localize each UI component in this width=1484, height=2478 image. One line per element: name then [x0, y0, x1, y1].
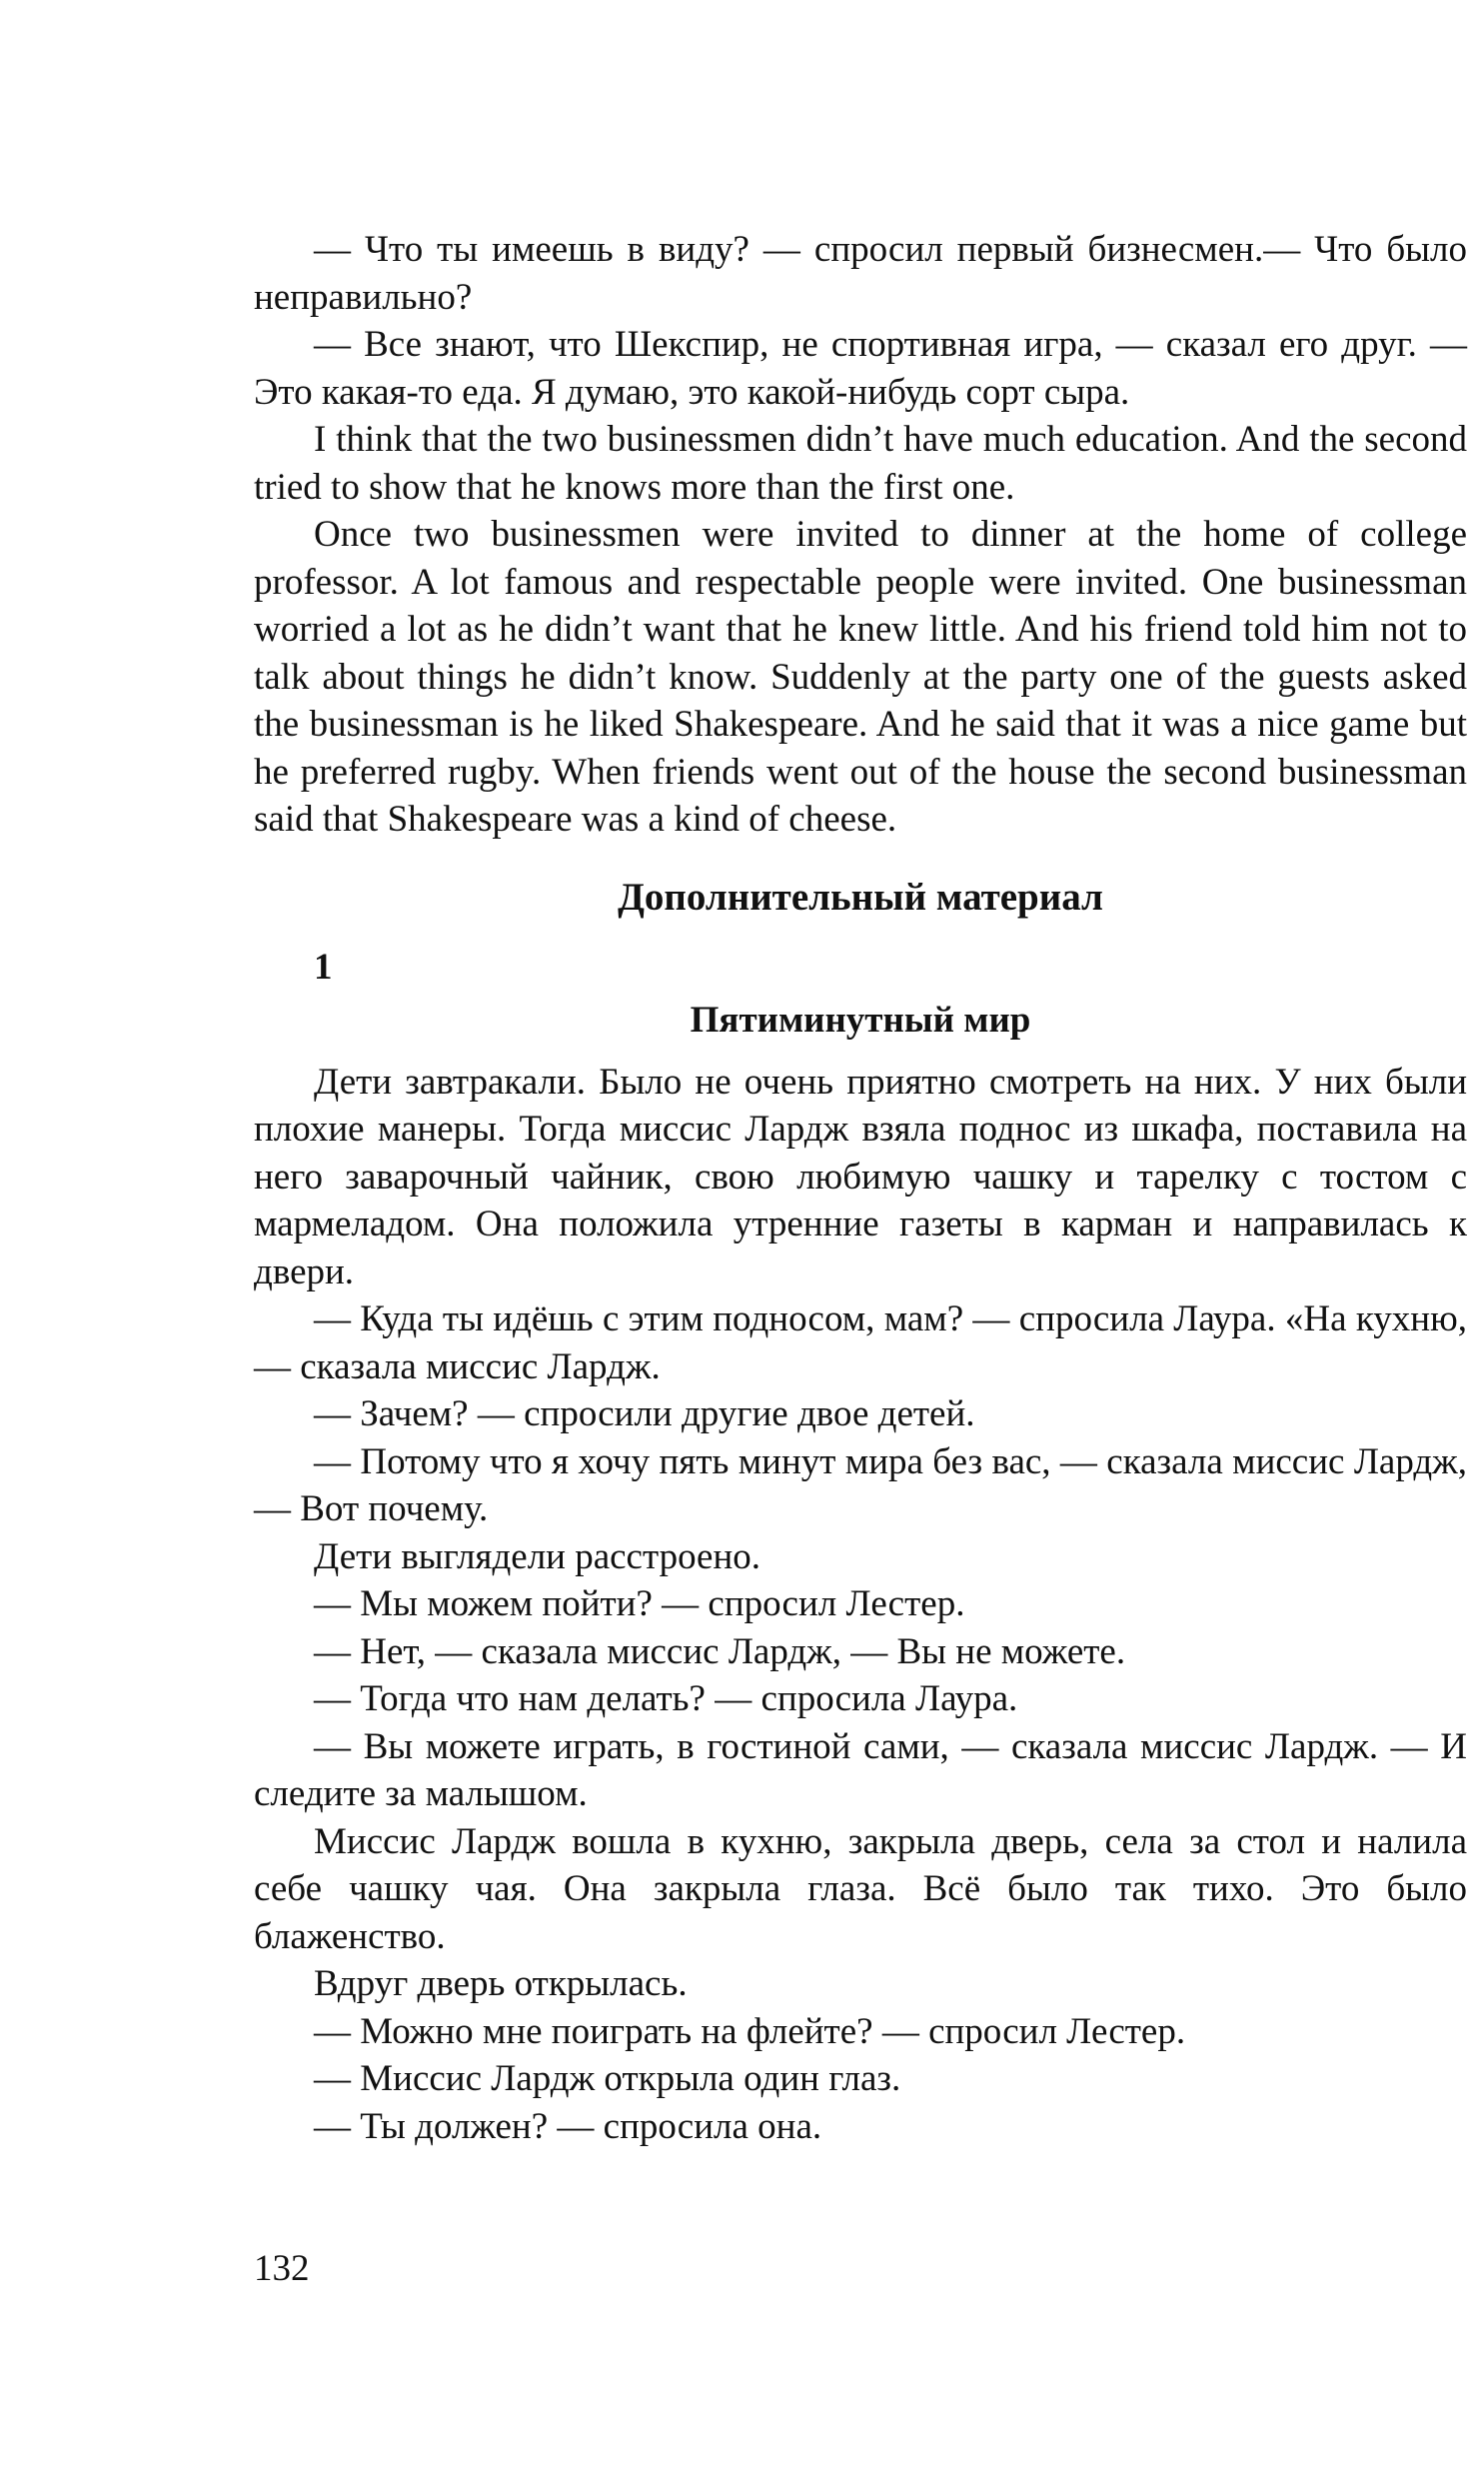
paragraph: — Миссис Лардж открыла один глаз.	[314, 2058, 901, 2099]
paragraph: — Зачем? — спросили другие двое детей.	[314, 1393, 975, 1434]
item-number: 1	[314, 946, 333, 988]
paragraph: — Ты должен? — спросила она.	[314, 2105, 822, 2147]
paragraph: I think that the two businessmen didn’t have much education. And the second tried to show that he knows more than the first one.	[254, 419, 1467, 508]
paragraph: Once two businessmen were invited to dinner at the home of college professor. A lot famous and respectable people were invited. One businessman worried a lot as he didn’t want that he knew little. And his friend told him not to talk about things he didn’t know. Suddenly at the party one of the guests asked the businessman is he liked Shakespeare. And he said that it was a nice game but he preferred rugby. When friends went out of the house the second businessman said that Shakespeare was a kind of cheese.	[254, 514, 1467, 840]
paragraph: — Вы можете играть, в гостиной сами, — сказала миссис Лардж. — И следите за малышом.	[254, 1725, 1467, 1814]
paragraph: — Потому что я хочу пять минут мира без вас, — сказала миссис Лардж, — Вот почему.	[254, 1440, 1467, 1529]
paragraph: — Нет, — сказала миссис Лардж, — Вы не можете.	[314, 1630, 1126, 1672]
section-title: Дополнительный материал	[618, 875, 1103, 919]
paragraph: — Что ты имеешь в виду? — спросил первый бизнесмен.— Что было неправильно?	[254, 229, 1467, 318]
paragraph: — Можно мне поиграть на флейте? — спросил Лестер.	[314, 2010, 1186, 2052]
story-title: Пятиминутный мир	[690, 999, 1031, 1041]
page-body	[254, 226, 1467, 2150]
paragraph: — Все знают, что Шекспир, не спортивная игра, — сказал его друг. — Это какая-то еда. Я думаю, это какой-нибудь сорт сыра.	[254, 324, 1467, 413]
paragraph: Вдруг дверь открылась.	[314, 1963, 688, 2004]
paragraph: Дети завтракали. Было не очень приятно смотреть на них. У них были плохие манеры. Тогда миссис Лардж взяла поднос из шкафа, поставила на него заварочный чайник, свою любимую чашку и тарелку с тостом с мармеладом. Она положила утренние газеты в карман и направилась к двери.	[254, 1061, 1467, 1292]
paragraph: — Мы можем пойти? — спросил Лестер.	[314, 1583, 965, 1624]
paragraph: Миссис Лардж вошла в кухню, закрыла дверь, села за стол и налила себе чашку чая. Она закрыла глаза. Всё было так тихо. Это было блаженство.	[254, 1820, 1467, 1957]
paragraph: — Куда ты идёшь с этим подносом, мам? — спросила Лаура. «На кухню, — сказала миссис Лардж.	[254, 1298, 1467, 1387]
paragraph: Дети выглядели расстроено.	[314, 1535, 761, 1577]
page-number: 132	[254, 2248, 310, 2289]
paragraph: — Тогда что нам делать? — спросила Лаура.	[314, 1678, 1018, 1719]
